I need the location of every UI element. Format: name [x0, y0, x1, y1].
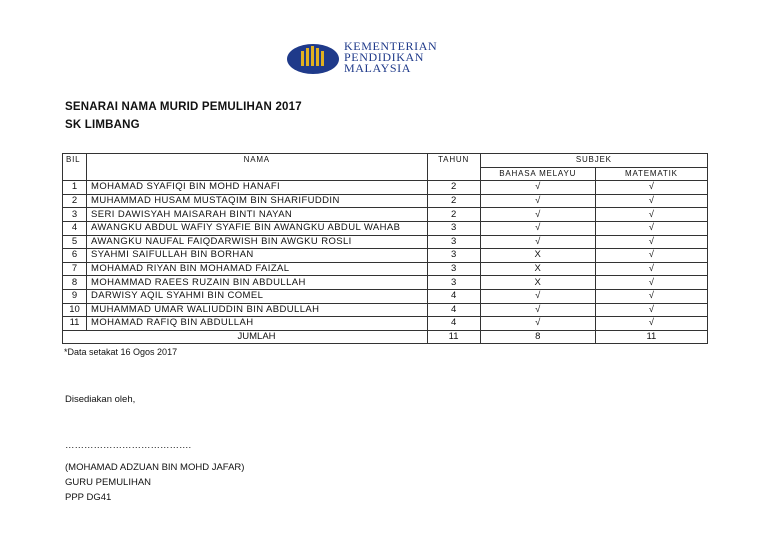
row-number: 10: [63, 303, 87, 317]
mat-mark: √: [595, 303, 707, 317]
student-year: 3: [427, 249, 480, 263]
mat-mark: √: [595, 194, 707, 208]
student-name: MOHAMMAD RAEES RUZAIN BIN ABDULLAH: [87, 276, 428, 290]
col-bil-header: BIL: [63, 154, 87, 181]
col-subjek-header: SUBJEK: [480, 154, 707, 168]
student-year: 3: [427, 235, 480, 249]
signature-line: ………………………………….: [65, 440, 192, 451]
school-name: SK LIMBANG: [65, 119, 140, 131]
student-year: 2: [427, 208, 480, 222]
document-title: SENARAI NAMA MURID PEMULIHAN 2017: [65, 101, 302, 113]
table-row: [63, 181, 708, 195]
student-name: AWANGKU NAUFAL FAIQDARWISH BIN AWGKU ROSLI: [87, 235, 428, 249]
col-tahun-header: TAHUN: [427, 154, 480, 181]
col-nama-header: NAMA: [87, 154, 428, 181]
ministry-logo: [286, 41, 486, 77]
row-number: 1: [63, 181, 87, 195]
prepared-by-label: Disediakan oleh,: [65, 394, 136, 405]
bm-mark: √: [480, 317, 595, 331]
table-row: [63, 276, 708, 290]
student-name: MUHAMMAD UMAR WALIUDDIN BIN ABDULLAH: [87, 303, 428, 317]
bm-mark: X: [480, 262, 595, 276]
mat-mark: √: [595, 276, 707, 290]
bm-mark: √: [480, 208, 595, 222]
row-number: 4: [63, 221, 87, 235]
ministry-wordmark: KEMENTERIAN PENDIDIKAN MALAYSIA: [344, 39, 438, 75]
student-name: DARWISY AQIL SYAHMI BIN COMEL: [87, 289, 428, 303]
table-row: [63, 194, 708, 208]
student-name: SYAHMI SAIFULLAH BIN BORHAN: [87, 249, 428, 263]
row-number: 2: [63, 194, 87, 208]
row-number: 3: [63, 208, 87, 222]
total-row: [63, 330, 708, 344]
student-year: 4: [427, 317, 480, 331]
table-row: [63, 317, 708, 331]
bm-mark: X: [480, 249, 595, 263]
student-name: MOHAMAD RIYAN BIN MOHAMAD FAIZAL: [87, 262, 428, 276]
student-year: 4: [427, 303, 480, 317]
student-name: MOHAMAD RAFIQ BIN ABDULLAH: [87, 317, 428, 331]
mat-mark: √: [595, 181, 707, 195]
total-mat: 11: [595, 330, 707, 344]
row-number: 11: [63, 317, 87, 331]
signer-role: GURU PEMULIHAN: [65, 477, 152, 488]
mat-mark: √: [595, 221, 707, 235]
mat-mark: √: [595, 249, 707, 263]
mat-mark: √: [595, 289, 707, 303]
table-row: [63, 235, 708, 249]
student-name: MUHAMMAD HUSAM MUSTAQIM BIN SHARIFUDDIN: [87, 194, 428, 208]
table-row: [63, 262, 708, 276]
bm-mark: √: [480, 221, 595, 235]
student-year: 2: [427, 194, 480, 208]
bm-mark: √: [480, 303, 595, 317]
student-name: MOHAMAD SYAFIQI BIN MOHD HANAFI: [87, 181, 428, 195]
row-number: 7: [63, 262, 87, 276]
row-number: 6: [63, 249, 87, 263]
table-row: [63, 303, 708, 317]
student-year: 3: [427, 262, 480, 276]
student-year: 3: [427, 221, 480, 235]
table-row: [63, 221, 708, 235]
student-name: SERI DAWISYAH MAISARAH BINTI NAYAN: [87, 208, 428, 222]
mat-mark: √: [595, 262, 707, 276]
row-number: 5: [63, 235, 87, 249]
bm-mark: √: [480, 181, 595, 195]
bm-mark: √: [480, 194, 595, 208]
ministry-emblem-icon: [286, 41, 342, 77]
bm-mark: X: [480, 276, 595, 290]
row-number: 8: [63, 276, 87, 290]
signer-name: (MOHAMAD ADZUAN BIN MOHD JAFAR): [65, 462, 245, 473]
total-bm: 8: [480, 330, 595, 344]
signer-grade: PPP DG41: [65, 492, 112, 503]
mat-mark: √: [595, 208, 707, 222]
table-row: [63, 289, 708, 303]
student-table: [62, 153, 708, 344]
student-year: 2: [427, 181, 480, 195]
col-mat-header: MATEMATIK: [595, 167, 707, 181]
data-note: *Data setakat 16 Ogos 2017: [64, 347, 178, 357]
col-bm-header: BAHASA MELAYU: [480, 167, 595, 181]
student-year: 4: [427, 289, 480, 303]
table-header-row: [63, 154, 708, 168]
mat-mark: √: [595, 317, 707, 331]
row-number: 9: [63, 289, 87, 303]
student-year: 3: [427, 276, 480, 290]
total-label: JUMLAH: [87, 330, 428, 344]
bm-mark: √: [480, 289, 595, 303]
total-tahun: 11: [427, 330, 480, 344]
bm-mark: √: [480, 235, 595, 249]
student-name: AWANGKU ABDUL WAFIY SYAFIE BIN AWANGKU ABDUL WAHAB: [87, 221, 428, 235]
mat-mark: √: [595, 235, 707, 249]
table-row: [63, 208, 708, 222]
table-row: [63, 249, 708, 263]
